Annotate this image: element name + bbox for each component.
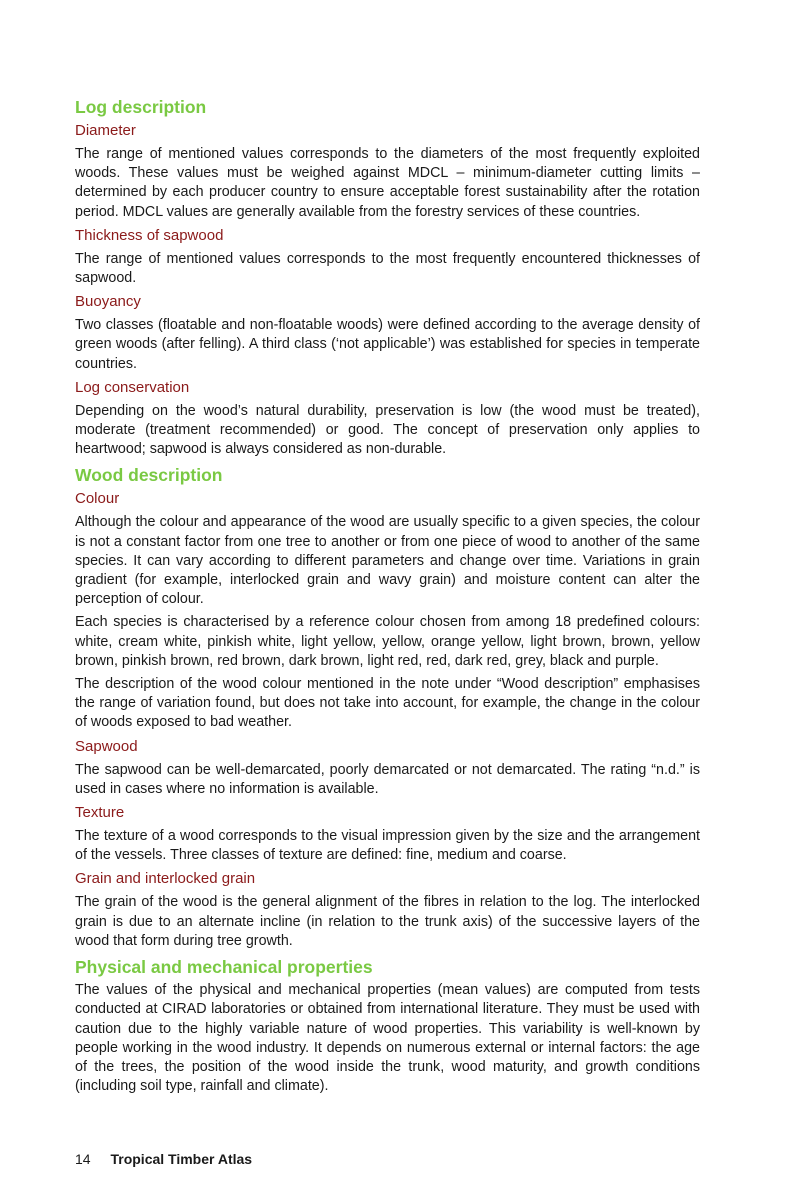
paragraph-colour-1: Although the colour and appearance of the wood are usually specific to a given species, the colour is not a constant factor from one tree to another or from one piece of wood to another of the same species. It can vary according to different parameters and change over time. Variations in grain gradient (for example, interlocked grain and wavy grain) and moisture content can alter the perception of colour. (75, 514, 700, 608)
paragraph-grain: The grain of the wood is the general alignment of the fibres in relation to the log. The interlocked grain is due to an alternate incline (in relation to the trunk axis) of the successive layers of the wood that form during tree growth. (75, 894, 700, 949)
subheading-thickness-of-sapwood: Thickness of sapwood (75, 226, 224, 244)
subheading-sapwood: Sapwood (75, 737, 138, 755)
paragraph-physical-mechanical-properties: The values of the physical and mechanical properties (mean values) are computed from tests conducted at CIRAD laboratories or obtained from international literature. They must be used with caution due to the highly variable nature of wood properties. This variability is well-known by people working in the wood industry. It depends on numerous external or internal factors: the age of the trees, the position of the wood inside the trunk, wood maturity, and growth conditions (including soil type, rainfall and climate). (75, 982, 700, 1095)
paragraph-colour-3: The description of the wood colour mentioned in the note under “Wood description” emphasises the range of variation found, but does not take into account, for example, the change in the colour of woods exposed to bad weather. (75, 676, 700, 731)
subheading-texture: Texture (75, 804, 125, 822)
paragraph-colour-2: Each species is characterised by a reference colour chosen from among 18 predefined colours: white, cream white, pinkish white, light yellow, yellow, orange yellow, light brown, brown, yellow brown, pinkish brown, red brown, dark brown, light red, red, dark red, grey, black and purple. (75, 614, 700, 669)
section-heading-log-description: Log description (75, 97, 207, 117)
paragraph-buoyancy: Two classes (floatable and non-floatable woods) were defined according to the average density of green woods (after felling). A third class (‘not applicable’) was established for species in temperate countries. (75, 317, 700, 372)
book-title: Tropical Timber Atlas (110, 1151, 253, 1167)
page-footer (75, 1149, 252, 1169)
section-heading-wood-description: Wood description (75, 465, 223, 486)
section-heading-physical-mechanical-properties: Physical and mechanical properties (75, 957, 373, 978)
page-number: 14 (75, 1151, 91, 1167)
paragraph-diameter: The range of mentioned values corresponds to the diameters of the most frequently exploited woods. These values must be weighed against MDCL – minimum-diameter cutting limits – determined by each producer country to ensure acceptable forest sustainability after the rotation period. MDCL values are generally available from the forestry services of these countries. (75, 146, 700, 220)
page-content (75, 95, 700, 1100)
paragraph-log-conservation: Depending on the wood’s natural durability, preservation is low (the wood must be treated), moderate (treatment recommended) or good. The concept of preservation only applies to heartwood; sapwood is always considered as non-durable. (75, 402, 700, 458)
subheading-grain: Grain and interlocked grain (75, 870, 256, 888)
subheading-colour: Colour (75, 490, 120, 508)
paragraph-thickness-of-sapwood: The range of mentioned values corresponds to the most frequently encountered thicknesses of sapwood. (75, 250, 700, 287)
paragraph-sapwood: The sapwood can be well-demarcated, poorly demarcated or not demarcated. The rating “n.d.” is used in cases where no information is available. (75, 761, 700, 797)
subheading-buoyancy: Buoyancy (75, 293, 141, 311)
paragraph-texture: The texture of a wood corresponds to the visual impression given by the size and the arrangement of the vessels. Three classes of texture are defined: fine, medium and coarse. (75, 828, 700, 864)
subheading-log-conservation: Log conservation (75, 378, 190, 396)
subheading-diameter: Diameter (75, 122, 136, 139)
